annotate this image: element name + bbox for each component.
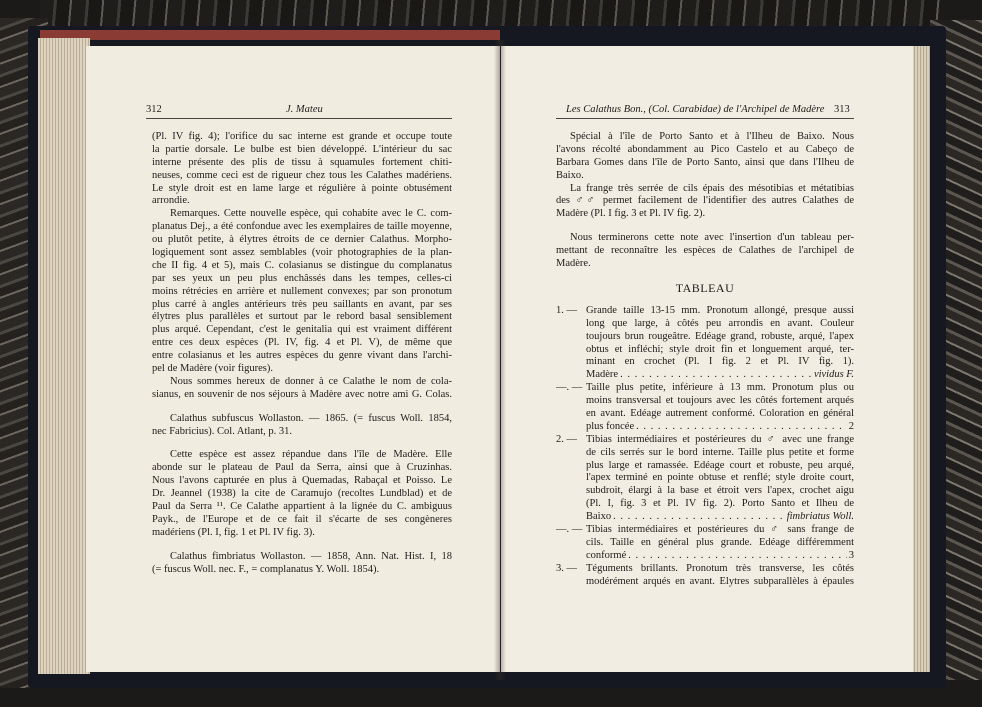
text-line: Nous sommes hereux de donner à ce Calathe le nom de cola- [170,375,452,387]
leader-line [586,511,854,524]
text-line: élytres plus parallèles et surtout par le rebord basal sensiblement [152,311,452,323]
text-line: Tibias intermédiaires et postérieures du ♂ sans frange de [586,524,854,536]
left-page-text [152,131,452,577]
text-line: obtus et infléchi; style droit fin et longuement arqué, ter- [586,343,854,355]
key-number: —. — [556,382,583,394]
page-edges-left [38,38,90,674]
leader-dots [613,511,785,524]
right-header-rule [556,118,854,119]
text-line: des ♂♂ permet facilement de l'identifier des autres Calathes de [556,195,854,207]
text-line: Dr. Jeannel (1938) la cite de Caramujo (recoltes Lundblad) et de [152,488,452,500]
text-line: Nous terminerons cette note avec l'insertion d'un tableau per- [570,232,854,244]
table-title: TABLEAU [675,280,735,295]
text-line: planatus Dej., a été confondue avec les exemplaires de taille moyenne, [152,221,452,233]
left-header-rule [146,118,452,119]
leader-line [586,421,854,434]
left-running-head: J. Mateu [286,104,323,115]
right-page-text [556,131,854,589]
text-line: ou plutôt petite, à élytres étroits de ce dernier Calathus. Morpho- [152,234,452,246]
leader-text: Baixo [586,511,612,523]
text-line: che II fig. 4 et 5), mais C. colasianus se distingue du complanatus [152,259,452,271]
text-line: (Pl. IV fig. 4); l'orifice du sac interne est grande et occupe toute [152,131,452,142]
text-line: Tibias intermédiaires et postérieures du ♂ avec une frange [586,433,854,445]
text-line: abonde sur le plateau de Paul da Serra, ainsi que à Cruzinhas. [152,462,452,474]
text-line: cils. Taille en général plus grande. Edéage différemment [586,536,854,548]
text-line: mettant de reconnaître les espèces de Calathes de l'archipel de [556,245,854,257]
leader-text: plus foncée [586,420,635,432]
text-line: (Pl. I, fig. 3 et Pl. IV fig. 2). Porto Santo et Ilheu de [586,498,854,510]
text-line: La frange très serrée de cils épais des mésotibias et métatibias [570,182,854,194]
text-line: l'apex terminé en pointe obtuse et renflé; style droite court, [586,472,854,484]
text-line: Madère (Pl. I fig. 3 et Pl. IV fig. 2). [556,208,706,220]
text-line: Téguments brillants. Pronotum très transverse, les côtés [586,562,854,574]
leader-dots [636,421,847,434]
text-line: Taille plus petite, inférieure à 13 mm. Pronotum plus ou [586,382,854,394]
text-line: madériens (Pl. I, fig. 1 et Pl. IV fig. 3). [152,526,315,538]
leader-text: conformé [586,549,627,561]
text-line: Calathus subfuscus Wollaston. — 1865. (= fuscus Woll. 1854, [170,412,452,424]
text-line: plus large et ramassée. Edéage court et robuste, peu arqué, [586,459,854,471]
text-line: en avant. Edéage autrement conformé. Coloration en général [586,408,854,420]
text-line: subdroit, élargi à la base et étroit vers l'apex, crochet aigu [586,485,854,497]
text-line: Calathus fimbriatus Wollaston. — 1858, Ann. Nat. Hist. I, 18 [170,550,452,562]
page-edges-right [912,46,930,672]
text-line: (= fuscus Woll. nec. F., = complanatus Y. Woll. 1854). [152,563,380,575]
text-line: plus carré à angles antérieurs très peu saillants en avant, par ses [152,298,452,310]
leader-dots [628,550,847,563]
leader-end: vividus F. [813,369,854,381]
text-line: entre ces deux espèces (Pl. IV, fig. 4 et Pl. V), de même que [152,337,452,349]
leader-end: 3 [848,549,854,561]
right-page-number: 313 [834,104,850,115]
key-entry [556,382,854,434]
left-page-number: 312 [146,104,162,115]
text-line: Baixo. [556,169,584,181]
text-line: Grande taille 13-15 mm. Pronotum allongé, presque aussi [586,304,854,316]
key-entry [556,305,854,382]
leader-end: fimbriatus Woll. [786,511,854,523]
text-line: entre colasianus et les autres espèces du genre vivant dans l'archi- [152,350,452,362]
text-line: moins transversal et toujours avec les côtés fortement arqués [586,395,854,407]
key-number: 1. — [556,304,577,316]
leader-line [586,369,854,382]
book-gutter [494,40,506,680]
text-line: Paul da Serra ¹¹. Ce Calathe appartient à la lignée du C. ambiguus [152,501,452,513]
text-line: Remarques. Cette nouvelle espèce, qui cohabite avec le C. com- [170,208,452,220]
top-page-edge [40,30,500,40]
text-line: Barbara Gomes dans l'île de Porto Santo, ainsi que dans l'Ilheu de [556,156,854,168]
text-line: logiquement sont assez semblables (voir photographies de la plan- [152,247,452,259]
text-line: de cils serrés sur le bord interne. Taille plus petite et forme [586,446,854,458]
text-line: pel de Madère (voir figures). [152,363,273,375]
key-entry [556,563,854,589]
text-line: par ses yeux un peu plus enchâssés dans les tempes, celles-ci [152,272,452,284]
leader-dots [620,369,812,382]
text-line: plus arqué. Cependant, c'est le genitalia qui est vraiment différent [152,324,452,336]
text-line: moins rétrécies en arrière et nullement convexes; par son pronotum [152,285,452,297]
text-line: neuses, comme ceci est de rigueur chez tous les Calathes madériens. [152,169,452,181]
text-line: la partie dorsale. Le bulbe est bien développé. L'intérieur du sac [152,143,452,155]
text-line: modérément arqués en avant. Elytres subparallèles à épaules [586,575,854,587]
leader-text: Madère [586,369,619,381]
text-line: Cette espèce est assez répandue dans l'île de Madère. Elle [170,449,452,461]
text-line: sianus, en souvenir de nos séjours à Madère avec notre ami G. Colas. [152,388,452,400]
key-entry [556,434,854,524]
text-line: interne présente des plis de tissu à squamules fortement chiti- [152,156,452,168]
text-line: l'avons récolté abondamment au Pico Castelo et au Cabeço de [556,143,854,155]
leader-end: 2 [848,420,854,432]
text-line: Payk., de l'Europe et de ce fait il s'écarte de ses congèneres [152,513,452,525]
text-line: nec Fabricius). Col. Atlant, p. 31. [152,425,292,437]
key-number: —. — [556,524,583,536]
text-line: long que large, à côtés peu arrondis en avant. Couleur [586,317,854,329]
key-number: 2. — [556,433,577,445]
key-number: 3. — [556,562,577,574]
text-line: Madère. [556,258,591,270]
text-line: minant en crochet (Pl. I fig. 2 et Pl. IV fig. 1). [586,356,854,368]
right-running-head: Les Calathus Bon., (Col. Carabidae) de l'Archipel de Madère [566,104,825,115]
key-entry [556,524,854,563]
text-line: toujours brun rougeâtre. Edéage grand, robuste, arqué, l'apex [586,330,854,342]
text-line: arrondie. [152,195,190,207]
text-line: Spécial à l'île de Porto Santo et à l'Ilheu de Baixo. Nous [570,131,854,142]
text-line: Nous l'avons capturée en plus à Quemadas, Rabaçal et Poisso. Le [152,475,452,487]
leader-line [586,550,854,563]
text-line: Le style droit est en lame large et régulière à pointe obtusément [152,182,452,194]
